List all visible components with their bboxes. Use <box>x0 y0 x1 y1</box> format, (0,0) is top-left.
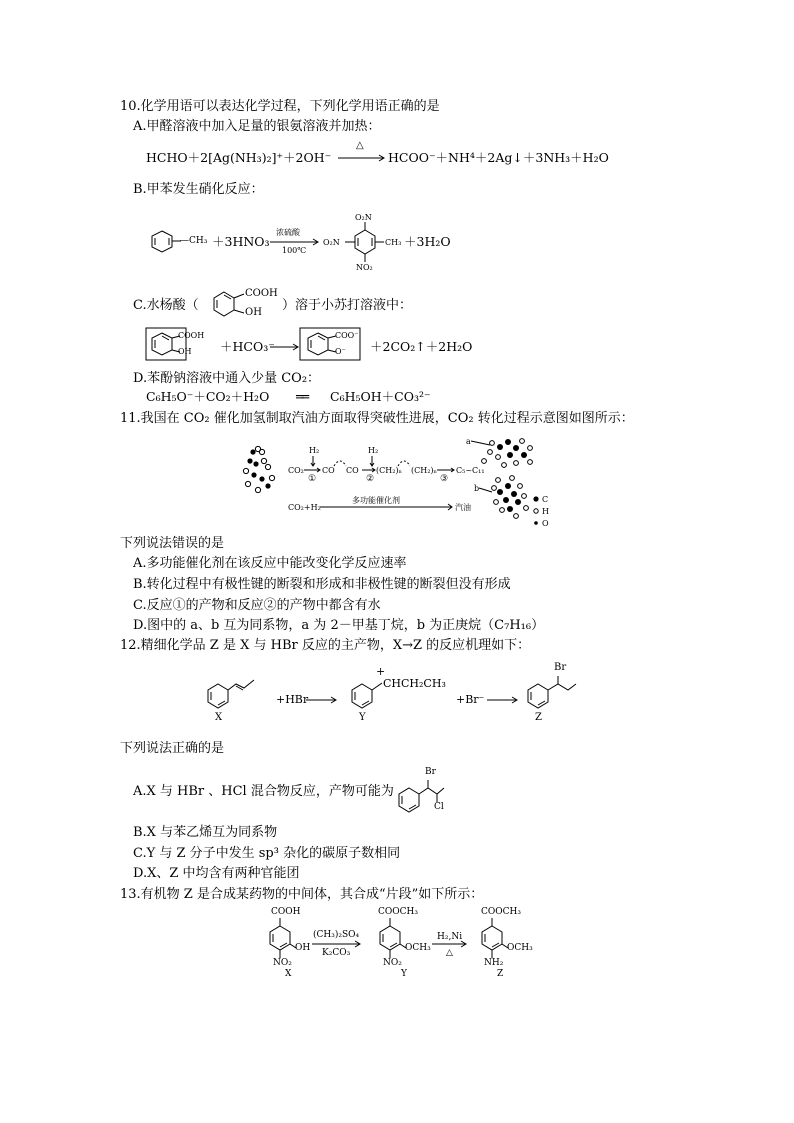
q10-c-eq-coo: COO⁻ <box>335 331 359 340</box>
q13-z-cooch3: COOCH₃ <box>481 907 521 917</box>
q11-label-a: a <box>466 437 471 446</box>
q13-stem: 13.有机物 Z 是合成某药物的中间体，其合成“片段”如下所示： <box>120 887 484 902</box>
q13-z-och3: OCH₃ <box>507 943 533 953</box>
q11-co2-h2: CO₂+H₂ <box>288 503 321 512</box>
q10-c-reagent: ＋HCO₃⁻ <box>220 339 275 354</box>
q10-b-cond-top: 浓硫酸 <box>276 228 300 237</box>
q12-option-a-br: Br <box>425 767 436 777</box>
q13-z-label: Z <box>497 969 504 979</box>
q10-b-cond-bottom: 100℃ <box>282 246 307 255</box>
q11-step3: ③ <box>440 474 449 484</box>
q11-step2: ② <box>366 474 375 484</box>
q12-label-x: X <box>215 712 223 723</box>
q11-option-d: D.图中的 a、b 互为同系物，a 为 2－甲基丁烷，b 为正庚烷（C₇H₁₆） <box>133 618 545 633</box>
q13-reagent-2-top: H₂,Ni <box>437 932 463 942</box>
q13-y-no2: NO₂ <box>383 958 402 968</box>
q11-ch2n-1: (CH₂)ₙ <box>376 466 403 475</box>
q12-option-b: B.X 与苯乙烯互为同系物 <box>133 825 278 840</box>
q11-option-b: B.转化过程中有极性键的断裂和形成和非极性键的断裂但没有形成 <box>133 577 511 592</box>
q11-co2: CO₂ <box>288 466 304 475</box>
q10-b-no2-left: O₂N <box>323 238 340 247</box>
q10-option-c-pre: C.水杨酸（ <box>133 298 199 313</box>
q10-c-cooh: COOH <box>245 288 278 299</box>
q10-b-ch3: —CH₃ <box>180 236 208 246</box>
q10-b-product: ＋3H₂O <box>404 234 451 249</box>
q13-reagent-1-bottom: K₂CO₃ <box>322 948 351 958</box>
q12-lead: 下列说法正确的是 <box>120 741 225 756</box>
q10-eq-a-left: HCHO＋2[Ag(NH₃)₂]⁺＋2OH⁻ <box>146 150 332 165</box>
q11-catalyst: 多功能催化剂 <box>352 496 400 505</box>
q10-d-left: C₆H₅O⁻＋CO₂＋H₂O <box>146 389 270 404</box>
q10-c-eq-oh: OH <box>178 347 192 356</box>
q10-c-eq-cooh: COOH <box>178 331 205 340</box>
q11-step1: ① <box>308 474 317 484</box>
q11-co-1: CO <box>322 466 335 475</box>
q11-co-2: CO <box>346 466 359 475</box>
q13-z-nh2: NH₂ <box>484 958 504 968</box>
q12-option-a-cl: Cl <box>434 802 444 812</box>
q11-ch2n-2: (CH₂)ₙ <box>411 466 438 475</box>
q10-c-product: ＋2CO₂↑＋2H₂O <box>370 339 473 354</box>
q11-stem: 11.我国在 CO₂ 催化加氢制取汽油方面取得突破性进展，CO₂ 转化过程示意图如图所示： <box>120 411 634 426</box>
q10-b-reagent: ＋3HNO₃ <box>212 234 270 249</box>
q11-legend-c: C <box>542 495 549 504</box>
q11-legend-o: O <box>542 519 549 528</box>
q11-h2-1: H₂ <box>309 446 320 455</box>
q13-y-label: Y <box>401 969 407 979</box>
q13-y-cooch3: COOCH₃ <box>378 907 418 917</box>
q10-d-equals: ══ <box>296 389 308 404</box>
q12-option-c: C.Y 与 Z 分子中发生 sp³ 杂化的碳原子数相同 <box>133 846 401 861</box>
q11-option-c: C.反应①的产物和反应②的产物中都含有水 <box>133 598 381 613</box>
q11-gasoline: 汽油 <box>455 503 471 512</box>
q13-reagent-1-top: (CH₃)₂SO₄ <box>313 930 360 940</box>
q10-option-a: A.甲醛溶液中加入足量的银氨溶液并加热： <box>133 119 381 134</box>
q13-x-no2: NO₂ <box>273 958 292 968</box>
q10-option-d: D.苯酚钠溶液中通入少量 CO₂： <box>133 371 321 386</box>
q10-option-c-post: ）溶于小苏打溶液中： <box>282 298 413 313</box>
q12-option-a: A.X 与 HBr 、HCl 混合物反应，产物可能为 <box>133 784 394 799</box>
q10-eq-a-heat: △ <box>356 140 364 151</box>
q10-c-oh: OH <box>245 307 262 318</box>
q12-hbr: +HBr <box>276 693 309 706</box>
q13-y-och3: OCH₃ <box>405 943 431 953</box>
q11-option-a: A.多功能催化剂在该反应中能改变化学反应速率 <box>133 556 407 571</box>
q10-d-right: C₆H₅OH＋CO₃²⁻ <box>330 389 431 404</box>
q13-x-cooh: COOH <box>271 907 301 917</box>
q12-label-z: Z <box>535 712 542 723</box>
q13-structure-z <box>0 0 1 1</box>
q12-label-y: Y <box>359 712 366 723</box>
q10-option-b: B.甲苯发生硝化反应： <box>133 182 264 197</box>
q11-lead: 下列说法错误的是 <box>120 536 225 551</box>
q10-c-eq-o: O⁻ <box>335 347 346 356</box>
q13-reagent-2-bottom: △ <box>446 948 453 958</box>
q11-legend-h: H <box>542 507 549 516</box>
q10-b-no2-bottom: NO₂ <box>356 263 373 272</box>
q13-x-oh: OH <box>295 943 311 953</box>
q13-x-label: X <box>285 969 292 979</box>
q12-y-chain: CHCH₂CH₃ <box>383 677 446 690</box>
q10-b-ch3-right: CH₃ <box>385 238 402 247</box>
q11-h2-2: H₂ <box>368 446 379 455</box>
q10-b-no2-top: O₂N <box>355 213 372 222</box>
q12-br-ion: +Br⁻ <box>456 693 485 706</box>
q10-eq-a-right: HCOO⁻＋NH⁴＋2Ag↓＋3NH₃＋H₂O <box>388 150 609 165</box>
q12-plus-charge: + <box>376 665 386 678</box>
q12-option-d: D.X、Z 中均含有两种官能团 <box>133 866 300 881</box>
q11-c5c11: C₅~C₁₁ <box>456 466 485 475</box>
q10-stem: 10.化学用语可以表达化学过程，下列化学用语正确的是 <box>120 99 440 114</box>
q11-label-b: b <box>474 484 480 493</box>
q12-z-br: Br <box>554 662 567 673</box>
q12-stem: 12.精细化学品 Z 是 X 与 HBr 反应的主产物，X→Z 的反应机理如下： <box>120 638 531 653</box>
